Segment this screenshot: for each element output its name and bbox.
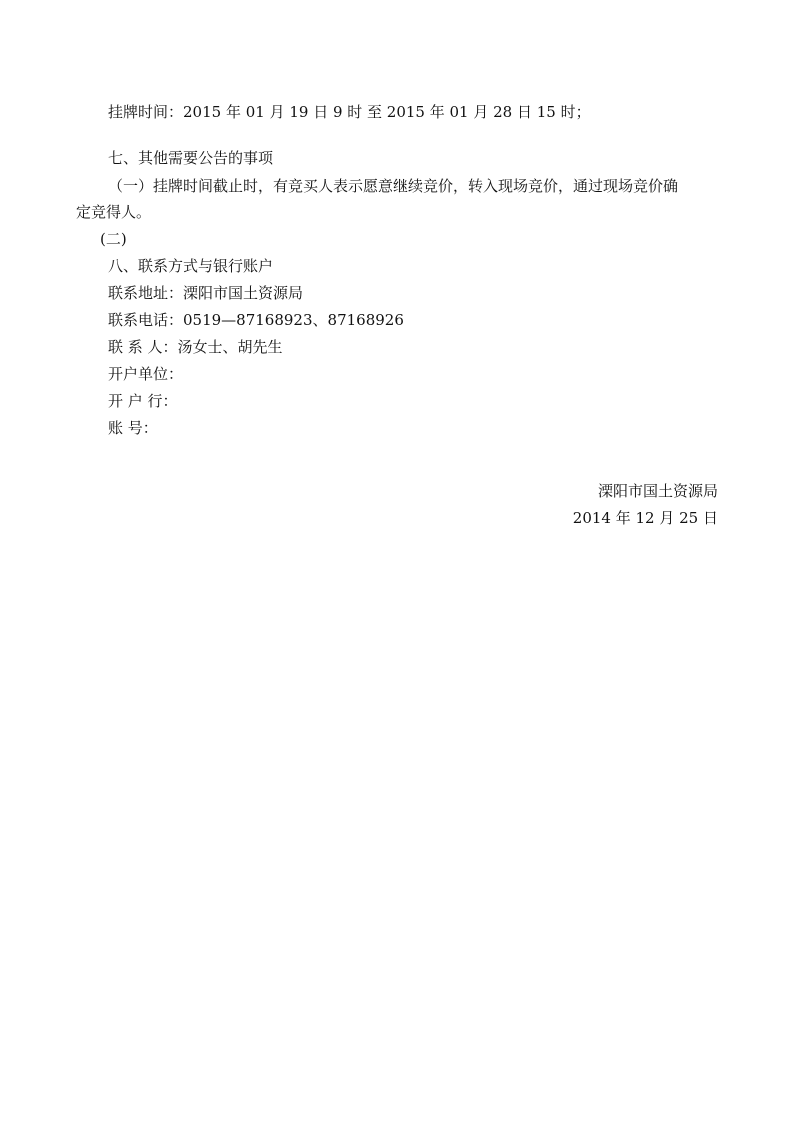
signature-org: 溧阳市国土资源局 bbox=[597, 482, 718, 500]
section-7-item-2: (二) bbox=[100, 230, 127, 248]
account-number: 账 号： bbox=[108, 419, 158, 437]
section-7-item-1-line-2: 定竞得人。 bbox=[76, 203, 152, 221]
contact-phone: 联系电话：0519—87168923、87168926 bbox=[108, 311, 404, 329]
account-unit: 开户单位： bbox=[108, 365, 184, 383]
bank-name: 开 户 行： bbox=[108, 392, 178, 410]
listing-time: 挂牌时间：2015 年 01 月 19 日 9 时 至 2015 年 01 月 28 日 15 时； bbox=[108, 103, 591, 121]
section-8-heading: 八、联系方式与银行账户 bbox=[108, 257, 274, 275]
signature-date: 2014 年 12 月 25 日 bbox=[572, 509, 718, 527]
contact-address: 联系地址：溧阳市国土资源局 bbox=[108, 284, 304, 302]
section-7-heading: 七、其他需要公告的事项 bbox=[108, 149, 274, 167]
section-7-item-1-line-1: （一）挂牌时间截止时，有竞买人表示愿意继续竞价，转入现场竞价，通过现场竞价确 bbox=[108, 177, 679, 195]
contact-person: 联 系 人：汤女士、胡先生 bbox=[108, 338, 283, 356]
